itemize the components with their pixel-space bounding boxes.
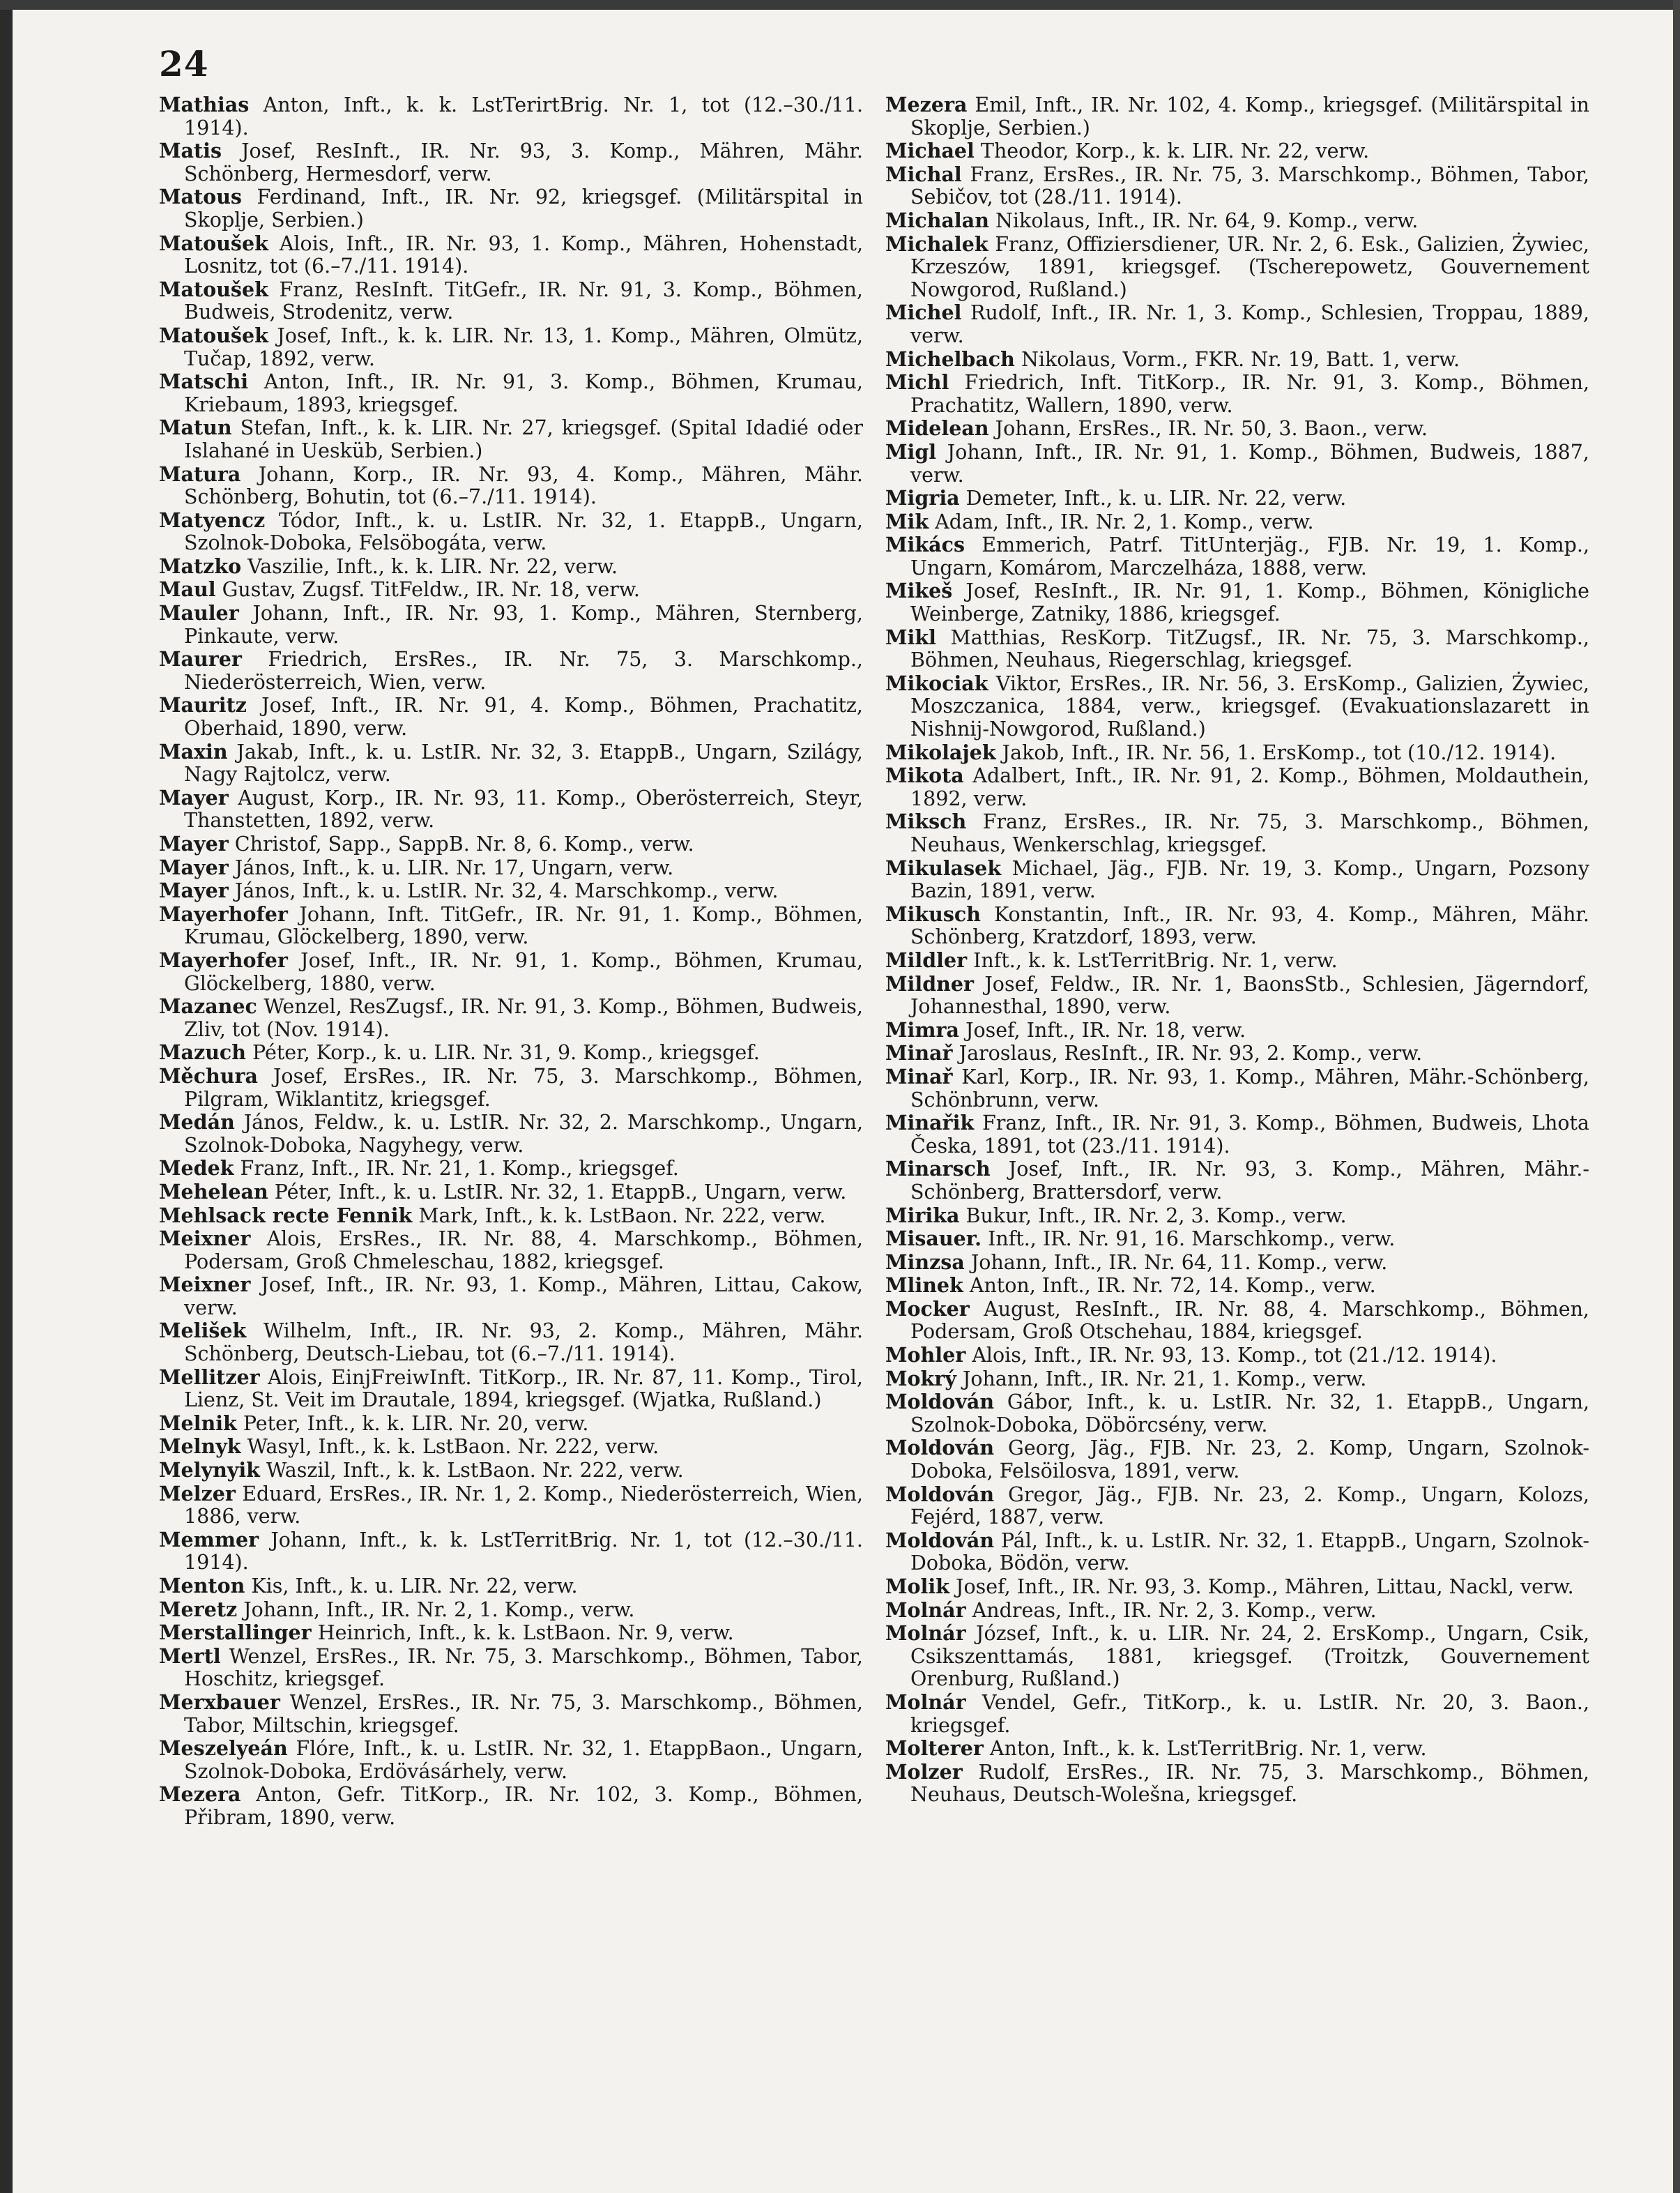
register-entry — [159, 602, 863, 648]
entry-details: Johann, Inft., IR. Nr. 2, 1. Komp., verw. — [237, 1598, 635, 1621]
register-entry — [159, 139, 863, 185]
entry-surname: Melynyik — [159, 1458, 260, 1482]
register-entry — [159, 648, 863, 694]
entry-details: Wenzel, ErsRes., IR. Nr. 75, 3. Marschkomp., Böhmen, Tabor, Hoschitz, kriegsgef. — [184, 1644, 863, 1691]
scan-border-top — [0, 0, 1680, 10]
entry-surname: Memmer — [159, 1527, 259, 1551]
register-entry — [159, 903, 863, 949]
entry-details: Nikolaus, Vorm., FKR. Nr. 19, Batt. 1, verw. — [1014, 347, 1460, 371]
register-entry — [885, 233, 1589, 302]
register-entry — [159, 949, 863, 995]
entry-details: Josef, Inft., k. k. LIR. Nr. 13, 1. Komp., Mähren, Olmütz, Tučap, 1892, verw. — [184, 324, 863, 370]
entry-surname: Matun — [159, 416, 232, 440]
register-entry — [885, 1483, 1589, 1529]
register-entry — [885, 1367, 1589, 1391]
register-entry — [159, 1041, 863, 1065]
right-column — [885, 93, 1589, 1807]
register-entry — [885, 1390, 1589, 1436]
entry-surname: Molnár — [885, 1621, 966, 1646]
entry-details: Georg, Jäg., FJB. Nr. 23, 2. Komp, Ungarn, Szolnok-Doboka, Felsöilosva, 1891, verw. — [910, 1436, 1589, 1483]
entry-details: János, Inft., k. u. LIR. Nr. 17, Ungarn, verw. — [228, 856, 674, 879]
entry-surname: Moldován — [885, 1482, 995, 1506]
entry-details: Konstantin, Inft., IR. Nr. 93, 4. Komp., Mähren, Mähr. Schönberg, Kratzdorf, 1893, verw. — [910, 902, 1589, 949]
register-entry — [885, 1274, 1589, 1298]
entry-details: Johann, Inft., IR. Nr. 64, 11. Komp., verw. — [964, 1250, 1388, 1274]
register-entry — [159, 1645, 863, 1691]
register-entry — [885, 764, 1589, 810]
register-entry — [159, 1227, 863, 1273]
register-entry — [885, 1251, 1589, 1275]
entry-surname: Mikusch — [885, 902, 981, 926]
register-entry — [885, 1065, 1589, 1111]
entry-surname: Michelbach — [885, 347, 1015, 371]
entry-details: Karl, Korp., IR. Nr. 93, 1. Komp., Mähren, Mähr.-Schönberg, Schönbrunn, verw. — [910, 1065, 1589, 1111]
register-entry — [159, 1319, 863, 1365]
entry-details: Kis, Inft., k. u. LIR. Nr. 22, verw. — [245, 1574, 578, 1598]
register-entry — [159, 856, 863, 880]
entry-surname: Mocker — [885, 1296, 970, 1321]
entry-surname: Mohler — [885, 1343, 966, 1367]
entry-surname: Misauer. — [885, 1227, 982, 1251]
entry-surname: Mayer — [159, 879, 229, 903]
register-entry — [159, 995, 863, 1041]
register-entry — [885, 1436, 1589, 1482]
entry-surname: Mikolajek — [885, 740, 996, 764]
entry-details: Franz, ErsRes., IR. Nr. 75, 3. Marschkomp., Böhmen, Tabor, Sebičov, tot (28./11. 1914). — [910, 162, 1589, 209]
entry-surname: Mikota — [885, 764, 964, 788]
entry-surname: Molnár — [885, 1690, 966, 1714]
register-entry — [885, 949, 1589, 973]
entry-surname: Mimra — [885, 1017, 960, 1042]
entry-details: Gustav, Zugsf. TitFeldw., IR. Nr. 18, verw. — [215, 578, 640, 602]
entry-surname: Michalan — [885, 208, 989, 232]
register-entry — [885, 1227, 1589, 1251]
entry-surname: Midelean — [885, 416, 989, 441]
entry-details: Josef, Inft., IR. Nr. 91, 4. Komp., Böhmen, Prachatitz, Oberhaid, 1890, verw. — [184, 694, 863, 741]
entry-surname: Molik — [885, 1574, 949, 1598]
register-entry — [885, 903, 1589, 949]
entry-details: August, Korp., IR. Nr. 93, 11. Komp., Oberösterreich, Steyr, Thanstetten, 1892, verw. — [184, 786, 863, 833]
register-entry — [885, 348, 1589, 372]
entry-surname: Matschi — [159, 370, 249, 394]
scan-border-right — [1673, 0, 1680, 2193]
register-entry — [159, 370, 863, 416]
register-entry — [885, 1599, 1589, 1623]
entry-surname: Mazuch — [159, 1040, 246, 1065]
register-entry — [885, 1761, 1589, 1807]
entry-details: Anton, Inft., k. k. LstTerritBrig. Nr. 1, verw. — [983, 1737, 1427, 1761]
entry-surname: Mauritz — [159, 693, 247, 718]
entry-details: József, Inft., k. u. LIR. Nr. 24, 2. ErsKomp., Ungarn, Csik, Csikszenttamás, 1881, kriegsgef. (Troitzk, Gouvernement Orenburg, Rußland.) — [910, 1622, 1589, 1691]
register-entry — [159, 1366, 863, 1412]
register-entry — [885, 510, 1589, 534]
register-entry — [159, 1111, 863, 1157]
entry-surname: Matoušek — [159, 323, 268, 347]
entry-surname: Menton — [159, 1574, 245, 1598]
register-entry — [885, 163, 1589, 209]
entry-surname: Mildner — [885, 971, 974, 996]
entry-details: Flóre, Inft., k. u. LstIR. Nr. 32, 1. EtappBaon., Ungarn, Szolnok-Doboka, Erdövásárhely, verw. — [184, 1737, 863, 1783]
entry-surname: Mathias — [159, 93, 250, 116]
entry-surname: Mlinek — [885, 1273, 963, 1298]
entry-details: Vaszilie, Inft., k. k. LIR. Nr. 22, verw. — [241, 554, 618, 578]
entry-surname: Mikociak — [885, 671, 988, 695]
entry-surname: Medán — [159, 1110, 235, 1135]
register-entry — [159, 1435, 863, 1459]
entry-surname: Merstallinger — [159, 1621, 312, 1645]
register-entry — [885, 417, 1589, 441]
entry-details: Franz, ResInft. TitGefr., IR. Nr. 91, 3. Komp., Böhmen, Budweis, Strodenitz, verw. — [184, 278, 863, 324]
entry-details: Inft., k. k. LstTerritBrig. Nr. 1, verw. — [967, 948, 1338, 972]
entry-details: Wasyl, Inft., k. k. LstBaon. Nr. 222, verw. — [240, 1435, 659, 1459]
register-entry — [159, 1482, 863, 1528]
entry-surname: Mayerhofer — [159, 948, 288, 972]
entry-details: Friedrich, Inft. TitKorp., IR. Nr. 91, 3. Komp., Böhmen, Prachatitz, Wallern, 1890, verw. — [910, 371, 1589, 417]
entry-details: Josef, Feldw., IR. Nr. 1, BaonsStb., Schlesien, Jägerndorf, Johannesthal, 1890, verw. — [910, 972, 1589, 1019]
entry-details: Franz, Inft., IR. Nr. 91, 3. Komp., Böhmen, Budweis, Lhota Česka, 1891, tot (23./11. 1914). — [910, 1111, 1589, 1158]
register-entry — [159, 1204, 863, 1228]
register-entry — [159, 694, 863, 740]
entry-details: Inft., IR. Nr. 91, 16. Marschkomp., verw. — [982, 1227, 1396, 1251]
entry-surname: Měchura — [159, 1063, 258, 1088]
entry-details: Pál, Inft., k. u. LstIR. Nr. 32, 1. EtappB., Ungarn, Szolnok-Doboka, Bödön, verw. — [910, 1528, 1589, 1575]
entry-details: Ferdinand, Inft., IR. Nr. 92, kriegsgef. (Militärspital in Skoplje, Serbien.) — [184, 185, 863, 232]
entry-details: Gábor, Inft., k. u. LstIR. Nr. 32, 1. EtappB., Ungarn, Szolnok-Doboka, Döbörcsény, verw. — [910, 1390, 1589, 1436]
entry-surname: Migria — [885, 486, 960, 510]
entry-surname: Medek — [159, 1156, 234, 1181]
entry-surname: Melzer — [159, 1481, 236, 1505]
entry-details: Friedrich, ErsRes., IR. Nr. 75, 3. Marschkomp., Niederösterreich, Wien, verw. — [184, 648, 863, 694]
entry-details: Josef, ResInft., IR. Nr. 93, 3. Komp., Mähren, Mähr. Schönberg, Hermesdorf, verw. — [184, 139, 863, 185]
register-entry — [159, 1157, 863, 1181]
entry-details: Josef, Inft., IR. Nr. 93, 3. Komp., Mähren, Littau, Nackl, verw. — [949, 1575, 1574, 1598]
register-entry — [885, 1622, 1589, 1691]
register-entry — [159, 1065, 863, 1111]
entry-surname: Meszelyeán — [159, 1736, 288, 1761]
register-entry — [885, 1204, 1589, 1228]
register-entry — [159, 1273, 863, 1319]
entry-surname: Mehelean — [159, 1179, 268, 1204]
entry-surname: Moldován — [885, 1528, 995, 1552]
entry-surname: Mehlsack recte Fennik — [159, 1203, 413, 1227]
entry-details: Josef, Inft., IR. Nr. 93, 3. Komp., Mähren, Mähr.-Schönberg, Brattersdorf, verw. — [910, 1158, 1589, 1204]
register-entry — [159, 463, 863, 509]
register-entry — [885, 1042, 1589, 1065]
entry-details: Jakab, Inft., k. u. LstIR. Nr. 32, 3. EtappB., Ungarn, Szilágy, Nagy Rajtolcz, verw. — [184, 740, 863, 787]
entry-details: Franz, ErsRes., IR. Nr. 75, 3. Marschkomp., Böhmen, Neuhaus, Wenkerschlag, kriegsgef. — [910, 810, 1589, 856]
entry-details: Johann, Korp., IR. Nr. 93, 4. Komp., Mähren, Mähr. Schönberg, Bohutin, tot (6.–7./11. 1914). — [184, 462, 863, 509]
entry-surname: Minař — [885, 1064, 953, 1088]
entry-surname: Michael — [885, 139, 975, 163]
entry-surname: Matis — [159, 139, 222, 163]
entry-surname: Minař — [885, 1041, 953, 1065]
entry-details: Emil, Inft., IR. Nr. 102, 4. Komp., kriegsgef. (Militärspital in Skoplje, Serbien.) — [910, 93, 1589, 139]
entry-surname: Mazanec — [159, 994, 257, 1019]
entry-surname: Moldován — [885, 1436, 995, 1460]
entry-surname: Mezera — [885, 93, 968, 116]
entry-details: Rudolf, ErsRes., IR. Nr. 75, 3. Marschkomp., Böhmen, Neuhaus, Deutsch-Wolešna, kriegsgef. — [910, 1760, 1589, 1807]
entry-details: Matthias, ResKorp. TitZugsf., IR. Nr. 75, 3. Marschkomp., Böhmen, Neuhaus, Riegerschlag, kriegsgef. — [910, 625, 1589, 672]
entry-surname: Migl — [885, 439, 937, 464]
entry-surname: Minarsch — [885, 1157, 991, 1181]
entry-details: Johann, Inft., k. k. LstTerritBrig. Nr. 1, tot (12.–30./11. 1914). — [184, 1528, 863, 1574]
entry-surname: Melišek — [159, 1319, 247, 1343]
entry-details: Wenzel, ErsRes., IR. Nr. 75, 3. Marschkomp., Böhmen, Tabor, Miltschin, kriegsgef. — [184, 1690, 863, 1737]
entry-surname: Meretz — [159, 1597, 238, 1621]
register-entry — [159, 879, 863, 903]
entry-details: August, ResInft., IR. Nr. 88, 4. Marschkomp., Böhmen, Podersam, Groß Otschehau, 1884, kriegsgef. — [910, 1297, 1589, 1344]
entry-details: Wilhelm, Inft., IR. Nr. 93, 2. Komp., Mähren, Mähr. Schönberg, Deutsch-Liebau, tot (6.–7./11. 1914). — [184, 1319, 863, 1366]
entry-details: Andreas, Inft., IR. Nr. 2, 3. Komp., verw. — [965, 1598, 1377, 1622]
entry-surname: Miksch — [885, 810, 967, 834]
register-entry — [885, 1575, 1589, 1599]
entry-surname: Meixner — [159, 1273, 251, 1297]
entry-details: Franz, Offiziersdiener, UR. Nr. 2, 6. Esk., Galizien, Żywiec, Krzeszów, 1891, kriegsgef. (Tscherepowetz, Gouvernement Nowgorod, Rußland.) — [910, 232, 1589, 301]
entry-details: Michael, Jäg., FJB. Nr. 19, 3. Komp., Ungarn, Pozsony Bazin, 1891, verw. — [910, 856, 1589, 903]
entry-details: Emmerich, Patrf. TitUnterjäg., FJB. Nr. 19, 1. Komp., Ungarn, Komárom, Marczelháza, 1888, verw. — [910, 533, 1589, 579]
register-entry — [885, 371, 1589, 417]
register-entry — [159, 1574, 863, 1598]
entry-details: János, Inft., k. u. LstIR. Nr. 32, 4. Marschkomp., verw. — [228, 879, 779, 903]
entry-details: Anton, Gefr. TitKorp., IR. Nr. 102, 3. Komp., Böhmen, Přibram, 1890, verw. — [184, 1783, 863, 1829]
entry-surname: Meixner — [159, 1227, 251, 1251]
entry-surname: Michel — [885, 301, 962, 325]
entry-details: Péter, Inft., k. u. LstIR. Nr. 32, 1. EtappB., Ungarn, verw. — [268, 1180, 847, 1204]
register-entry — [159, 416, 863, 462]
entry-details: Adalbert, Inft., IR. Nr. 91, 2. Komp., Böhmen, Moldauthein, 1892, verw. — [910, 764, 1589, 810]
entry-details: Josef, ResInft., IR. Nr. 91, 1. Komp., Böhmen, Königliche Weinberge, Zatniky, 1886, kriegsgef. — [910, 579, 1589, 626]
register-entry — [159, 185, 863, 232]
register-entry — [885, 672, 1589, 741]
register-entry — [885, 1691, 1589, 1737]
entry-details: Josef, Inft., IR. Nr. 18, verw. — [959, 1018, 1246, 1042]
entry-surname: Matyencz — [159, 508, 266, 532]
entry-surname: Mellitzer — [159, 1365, 260, 1389]
register-entry — [159, 1181, 863, 1204]
entry-surname: Matoušek — [159, 277, 268, 301]
register-entry — [885, 1158, 1589, 1204]
entry-details: Tódor, Inft., k. u. LstIR. Nr. 32, 1. EtappB., Ungarn, Szolnok-Doboka, Felsöbogáta, verw. — [184, 508, 863, 555]
entry-details: Stefan, Inft., k. k. LIR. Nr. 27, kriegsgef. (Spital Idadié oder Islahané in Uesküb, Serbien.) — [184, 416, 863, 462]
entry-surname: Mirika — [885, 1203, 960, 1227]
register-entry — [159, 1783, 863, 1829]
entry-surname: Maurer — [159, 647, 242, 671]
entry-details: Wenzel, ResZugsf., IR. Nr. 91, 3. Komp., Böhmen, Budweis, Zliv, tot (Nov. 1914). — [184, 995, 863, 1041]
register-entry — [159, 1737, 863, 1783]
entry-details: Josef, ErsRes., IR. Nr. 75, 3. Marschkomp., Böhmen, Pilgram, Wiklantitz, kriegsgef. — [184, 1064, 863, 1111]
entry-surname: Matura — [159, 462, 241, 486]
entry-details: János, Feldw., k. u. LstIR. Nr. 32, 2. Marschkomp., Ungarn, Szolnok-Doboka, Nagyhegy, verw. — [184, 1111, 863, 1157]
register-entry — [885, 973, 1589, 1019]
entry-details: Adam, Inft., IR. Nr. 2, 1. Komp., verw. — [929, 510, 1314, 533]
entry-details: Peter, Inft., k. k. LIR. Nr. 20, verw. — [236, 1411, 589, 1435]
entry-details: Josef, Inft., IR. Nr. 91, 1. Komp., Böhmen, Krumau, Glöckelberg, 1880, verw. — [184, 948, 863, 995]
entry-details: Waszil, Inft., k. k. LstBaon. Nr. 222, verw. — [259, 1459, 684, 1482]
register-entry — [159, 1621, 863, 1645]
entry-details: Anton, Inft., IR. Nr. 91, 3. Komp., Böhmen, Krumau, Kriebaum, 1893, kriegsgef. — [184, 370, 863, 416]
entry-details: Jaroslaus, ResInft., IR. Nr. 93, 2. Komp., verw. — [952, 1042, 1423, 1065]
entry-details: Alois, Inft., IR. Nr. 93, 1. Komp., Mähren, Hohenstadt, Losnitz, tot (6.–7./11. 1914). — [184, 232, 863, 278]
entry-details: Christof, Sapp., SappB. Nr. 8, 6. Komp., verw. — [228, 833, 694, 856]
entry-surname: Maul — [159, 577, 216, 602]
register-entry — [885, 533, 1589, 579]
entry-surname: Mikeš — [885, 579, 953, 603]
entry-details: Anton, Inft., IR. Nr. 72, 14. Komp., verw. — [963, 1274, 1376, 1298]
register-entry — [885, 1737, 1589, 1761]
entry-details: Eduard, ErsRes., IR. Nr. 1, 2. Komp., Niederösterreich, Wien, 1886, verw. — [184, 1482, 863, 1528]
entry-details: Rudolf, Inft., IR. Nr. 1, 3. Komp., Schlesien, Troppau, 1889, verw. — [910, 301, 1589, 347]
entry-surname: Michl — [885, 370, 949, 395]
register-entry — [159, 741, 863, 787]
register-entry — [159, 278, 863, 324]
entry-surname: Molnár — [885, 1598, 966, 1622]
register-entry — [159, 1412, 863, 1436]
entry-surname: Mezera — [159, 1782, 241, 1807]
entry-details: Alois, Inft., IR. Nr. 93, 13. Komp., tot (21./12. 1914). — [965, 1344, 1497, 1367]
register-entry — [885, 626, 1589, 672]
entry-surname: Melnik — [159, 1411, 237, 1435]
entry-details: Vendel, Gefr., TitKorp., k. u. LstIR. Nr. 20, 3. Baon., kriegsgef. — [910, 1690, 1589, 1737]
register-entry — [159, 578, 863, 602]
entry-details: Franz, Inft., IR. Nr. 21, 1. Komp., kriegsgef. — [234, 1157, 679, 1181]
entry-surname: Mayer — [159, 832, 229, 856]
register-entry — [159, 555, 863, 579]
register-entry — [885, 301, 1589, 347]
entry-surname: Matzko — [159, 554, 242, 578]
entry-surname: Michal — [885, 162, 962, 186]
register-entry — [885, 579, 1589, 625]
entry-surname: Maxin — [159, 739, 228, 764]
entry-details: Nikolaus, Inft., IR. Nr. 64, 9. Komp., verw. — [988, 208, 1419, 232]
entry-details: Johann, Inft., IR. Nr. 91, 1. Komp., Böhmen, Budweis, 1887, verw. — [910, 440, 1589, 487]
entry-surname: Mayer — [159, 855, 229, 879]
entry-details: Alois, ErsRes., IR. Nr. 88, 4. Marschkomp., Böhmen, Podersam, Groß Chmeleschau, 1882, kriegsgef. — [184, 1227, 863, 1273]
register-entry — [159, 509, 863, 555]
register-entry — [885, 209, 1589, 233]
register-entry — [159, 232, 863, 278]
register-entry — [885, 1111, 1589, 1158]
left-column — [159, 93, 863, 1830]
register-entry — [885, 487, 1589, 510]
entry-details: Johann, ErsRes., IR. Nr. 50, 3. Baon., verw. — [988, 417, 1428, 441]
entry-details: Johann, Inft. TitGefr., IR. Nr. 91, 1. Komp., Böhmen, Krumau, Glöckelberg, 1890, verw. — [184, 902, 863, 949]
entry-surname: Mildler — [885, 948, 968, 972]
entry-details: Mark, Inft., k. k. LstBaon. Nr. 222, verw. — [412, 1204, 826, 1227]
register-entry — [159, 1598, 863, 1622]
register-entry — [885, 1019, 1589, 1042]
register-entry — [159, 324, 863, 370]
register-entry — [885, 741, 1589, 765]
entry-surname: Mikl — [885, 625, 936, 649]
entry-surname: Molzer — [885, 1759, 963, 1784]
entry-details: Theodor, Korp., k. k. LIR. Nr. 22, verw. — [974, 139, 1370, 163]
entry-details: Demeter, Inft., k. u. LIR. Nr. 22, verw. — [959, 487, 1347, 510]
register-entry — [885, 1344, 1589, 1367]
entry-details: Jakob, Inft., IR. Nr. 56, 1. ErsKomp., tot (10./12. 1914). — [995, 741, 1557, 764]
entry-surname: Melnyk — [159, 1434, 241, 1459]
entry-details: Johann, Inft., IR. Nr. 93, 1. Komp., Mähren, Sternberg, Pinkaute, verw. — [184, 602, 863, 648]
register-entry — [159, 1528, 863, 1574]
entry-surname: Mikulasek — [885, 856, 1002, 880]
entry-surname: Mokrý — [885, 1366, 956, 1390]
scan-border-left — [0, 0, 13, 2193]
entry-surname: Mik — [885, 509, 929, 533]
entry-details: Alois, EinjFreiwInft. TitKorp., IR. Nr. 87, 11. Komp., Tirol, Lienz, St. Veit im Drautale, 1894, kriegsgef. (Wjatka, Rußland.) — [184, 1365, 863, 1412]
register-entry — [885, 1529, 1589, 1575]
register-entry — [885, 810, 1589, 856]
entry-surname: Mikács — [885, 533, 965, 557]
register-entry — [159, 833, 863, 856]
entry-surname: Minařik — [885, 1111, 975, 1135]
entry-surname: Minzsa — [885, 1250, 965, 1274]
entry-details: Péter, Korp., k. u. LIR. Nr. 31, 9. Komp., kriegsgef. — [246, 1041, 760, 1065]
entry-details: Johann, Inft., IR. Nr. 21, 1. Komp., verw. — [956, 1367, 1367, 1390]
entry-surname: Matous — [159, 185, 242, 209]
entry-surname: Matoušek — [159, 231, 268, 255]
register-entry — [159, 93, 863, 139]
entry-surname: Michalek — [885, 232, 988, 256]
register-entry — [885, 441, 1589, 487]
register-entry — [159, 1459, 863, 1482]
entry-details: Josef, Inft., IR. Nr. 93, 1. Komp., Mähren, Littau, Cakow, verw. — [184, 1273, 863, 1319]
entry-surname: Mayer — [159, 785, 229, 810]
entry-surname: Moldován — [885, 1390, 995, 1414]
register-entry — [885, 139, 1589, 163]
register-entry — [885, 1298, 1589, 1344]
entry-details: Viktor, ErsRes., IR. Nr. 56, 3. ErsKomp., Galizien, Żywiec, Moszczanica, 1884, verw., kriegsgef. (Evakuationslazarett in Nishnij-Nowgorod, Rußland.) — [910, 671, 1589, 741]
entry-details: Heinrich, Inft., k. k. LstBaon. Nr. 9, verw. — [311, 1621, 734, 1645]
page-number: 24 — [159, 43, 209, 84]
entry-details: Anton, Inft., k. k. LstTerirtBrig. Nr. 1, tot (12.–30./11. 1914). — [184, 93, 863, 139]
register-entry — [885, 93, 1589, 139]
entry-details: Gregor, Jäg., FJB. Nr. 23, 2. Komp., Ungarn, Kolozs, Fejérd, 1887, verw. — [910, 1482, 1589, 1529]
entry-details: Bukur, Inft., IR. Nr. 2, 3. Komp., verw. — [959, 1204, 1347, 1227]
register-entry — [885, 857, 1589, 903]
entry-surname: Merxbauer — [159, 1690, 280, 1714]
entry-surname: Molterer — [885, 1736, 984, 1761]
register-entry — [159, 787, 863, 833]
entry-surname: Mayerhofer — [159, 902, 288, 926]
entry-surname: Mertl — [159, 1644, 221, 1668]
register-entry — [159, 1691, 863, 1737]
entry-surname: Mauler — [159, 601, 239, 625]
